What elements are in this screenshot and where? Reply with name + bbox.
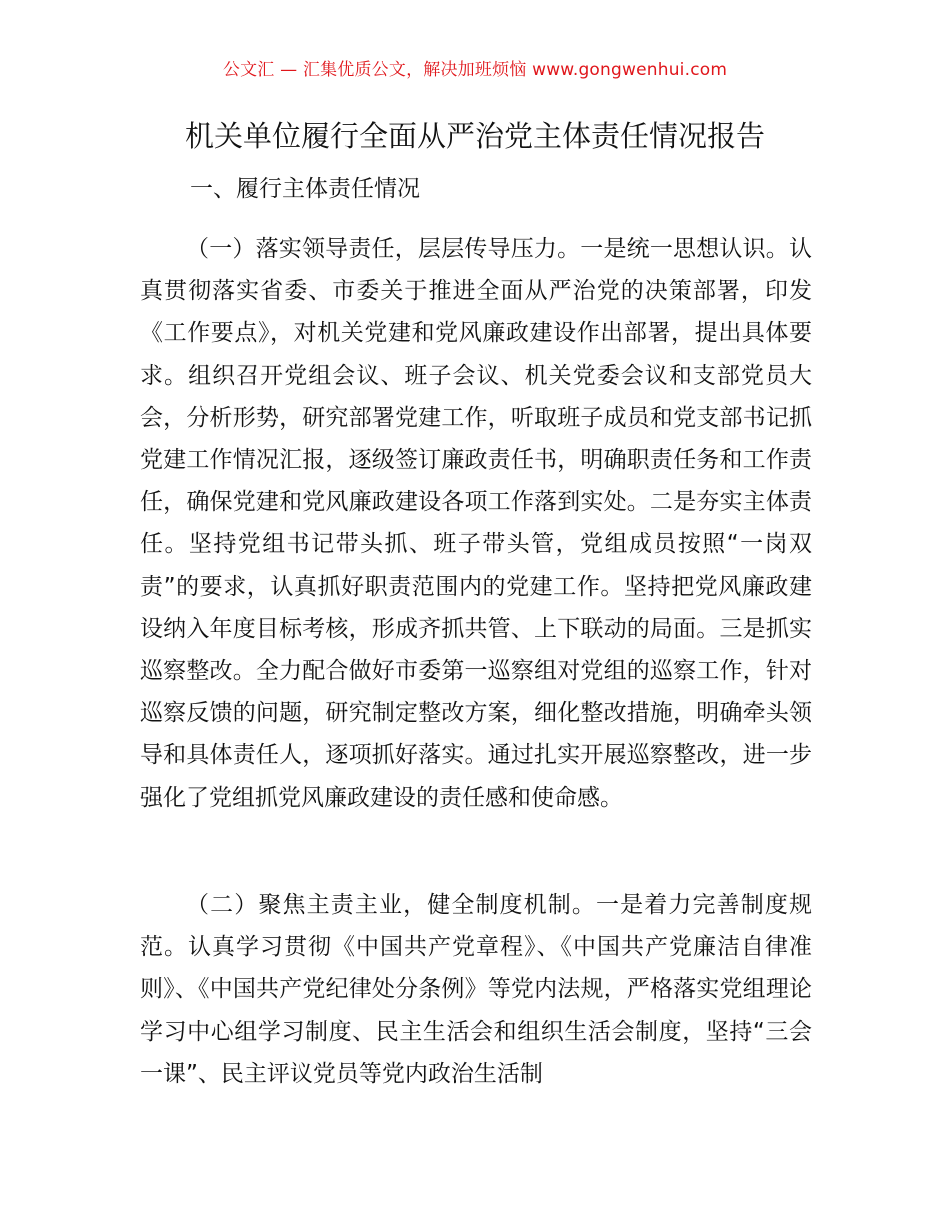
paragraph-leadership-responsibility: （一）落实领导责任，层层传导压力。一是统一思想认识。认真贯彻落实省委、市委关于推进全面从严治党的决策部署，印发《工作要点》，对机关党建和党风廉政建设作出部署，提出具体要求。组织召开党组会议、班子会议、机关党委会议和支部党员大会，分析形势，研究部署党建工作，听取班子成员和党支部书记抓党建工作情况汇报，逐级签订廉政责任书，明确职责任务和工作责任，确保党建和党风廉政建设各项工作落到实处。二是夯实主体责任。坚持党组书记带头抓、班子带头管，党组成员按照“一岗双责”的要求，认真抓好职责范围内的党建工作。坚持把党风廉政建设纳入年度目标考核，形成齐抓共管、上下联动的局面。三是抓实巡察整改。全力配合做好市委第一巡察组对党组的巡察工作，针对巡察反馈的问题，研究制定整改方案，细化整改措施，明确牵头领导和具体责任人，逐项抓好落实。通过扎实开展巡察整改，进一步强化了党组抓党风廉政建设的责任感和使命感。	[140, 236, 812, 811]
paragraph-institutional-mechanisms: （二）聚焦主责主业，健全制度机制。一是着力完善制度规范。认真学习贯彻《中国共产党章程》、《中国共产党廉洁自律准则》、《中国共产党纪律处分条例》等党内法规，严格落实党组理论学习中心组学习制度、民主生活会和组织生活会制度，坚持“三会一课”、民主评议党员等党内政治生活制	[140, 892, 812, 1087]
document-title: 机关单位履行全面从严治党主体责任情况报告	[184, 119, 765, 153]
section-heading: 一、履行主体责任情况	[190, 176, 420, 202]
watermark-banner: 公文汇 — 汇集优质公文，解决加班烦恼 www.gongwenhui.com	[222, 60, 728, 80]
